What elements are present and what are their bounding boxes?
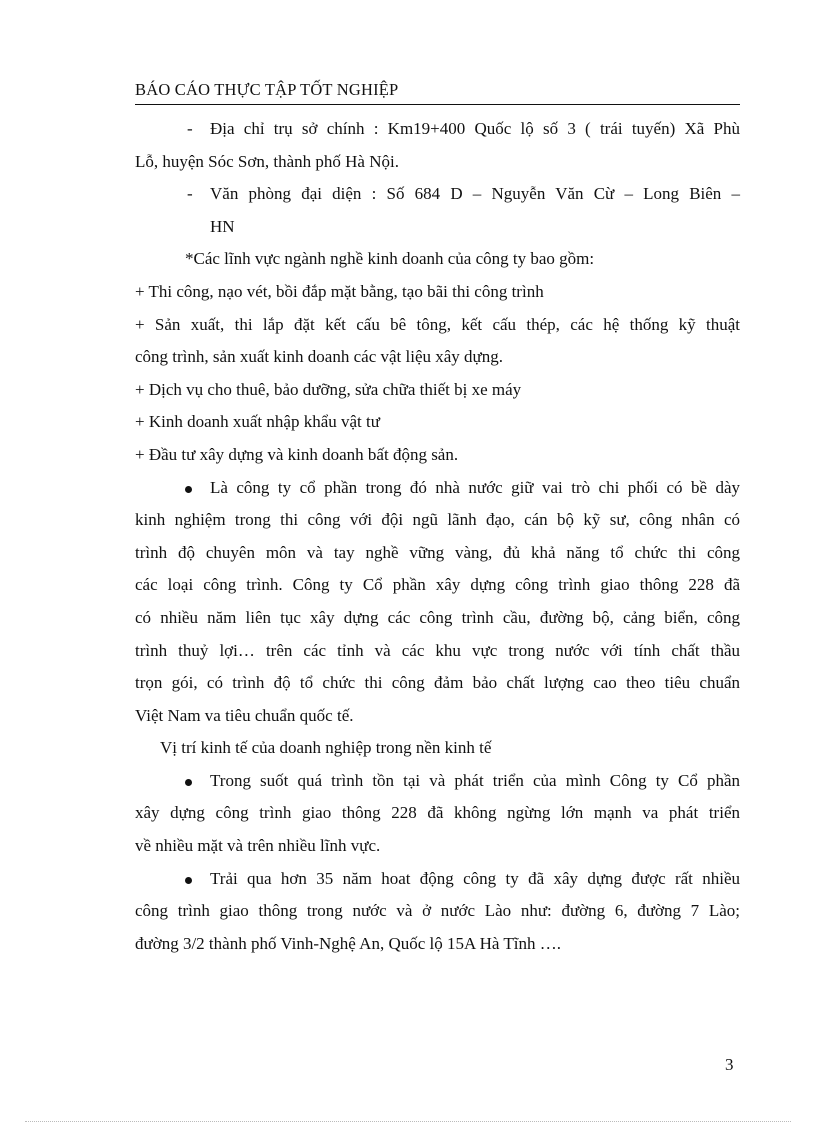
bullet-text: Trong suốt quá trình tồn tại và phát triển của mình Công ty Cổ phần [210,770,740,790]
dash-item-continuation: HN [210,216,235,236]
paragraph-line: các loại công trình. Công ty Cổ phần xây dựng công trình giao thông 228 đã [135,575,740,595]
business-intro: *Các lĩnh vực ngành nghề kinh doanh của công ty bao gồm: [185,249,595,269]
business-item-continuation: công trình, sản xuất kinh doanh các vật liệu xây dựng. [135,347,504,367]
dash-item [135,178,740,211]
dash-item-text: Văn phòng đại diện : Số 684 D – Nguyễn Văn Cừ – Long Biên – [210,184,740,204]
paragraph-line: về nhiều mặt và trên nhiều lĩnh vực. [135,836,381,856]
page-body [135,113,740,960]
report-header: BÁO CÁO THỰC TẬP TỐT NGHIỆP [135,80,740,105]
paragraph-line: đường 3/2 thành phố Vinh-Nghệ An, Quốc lộ 15A Hà Tĩnh …. [135,933,561,953]
paragraph-line: trình thuỷ lợi… trên các tỉnh và các khu vực trong nước với tính chất thầu [135,640,740,660]
paragraph-line: Việt Nam va tiêu chuẩn quốc tế. [135,705,354,725]
dash-item-text: Địa chỉ trụ sở chính : Km19+400 Quốc lộ số 3 ( trái tuyến) Xã Phù [210,119,740,138]
page-bottom-divider [25,1121,791,1122]
page-number: 3 [725,1055,734,1074]
paragraph-line: trình độ chuyên môn và tay nghề vững vàng, đủ khả năng tổ chức thi công [135,542,740,562]
bullet-text: Là công ty cổ phần trong đó nhà nước giữ vai trò chi phối có bề dày [210,477,740,497]
bullet-paragraph-first-line [135,472,740,505]
section-heading: Vị trí kinh tế của doanh nghiệp trong nền kinh tế [160,738,492,758]
business-item: + Dịch vụ cho thuê, bảo dưỡng, sửa chữa thiết bị xe máy [135,379,522,399]
paragraph-line: xây dựng công trình giao thông 228 đã không ngừng lớn mạnh va phát triển [135,803,740,823]
business-item: + Thi công, nạo vét, bồi đắp mặt bằng, tạo bãi thi công trình [135,281,544,301]
business-item: + Đầu tư xây dựng và kinh doanh bất động sản. [135,444,459,464]
bullet-paragraph-first-line [135,863,740,896]
bullet-dot-icon [185,877,192,884]
dash-item-continuation: Lỗ, huyện Sóc Sơn, thành phố Hà Nội. [135,151,399,171]
paragraph-line: có nhiều năm liên tục xây dựng các công trình cầu, đường bộ, cảng biển, công [135,607,740,627]
business-item: + Kinh doanh xuất nhập khẩu vật tư [135,412,380,432]
bullet-paragraph-first-line [135,765,740,798]
bullet-dot-icon [185,779,192,786]
paragraph-line: kinh nghiệm trong thi công với đội ngũ lãnh đạo, cán bộ kỹ sư, công nhân có [135,510,740,530]
paragraph-line: trọn gói, có trình độ tổ chức thi công đảm bảo chất lượng cao theo tiêu chuẩn [135,673,740,693]
dash-marker: - [187,119,193,138]
dash-item [135,113,740,146]
bullet-dot-icon [185,486,192,493]
paragraph-line: công trình giao thông trong nước và ở nước Lào như: đường 6, đường 7 Lào; [135,901,740,921]
bullet-text: Trải qua hơn 35 năm hoat động công ty đã xây dựng được rất nhiều [210,868,740,888]
business-item: + Sản xuất, thi lắp đặt kết cấu bê tông, kết cấu thép, các hệ thống kỹ thuật [135,314,740,334]
dash-marker: - [187,184,193,204]
